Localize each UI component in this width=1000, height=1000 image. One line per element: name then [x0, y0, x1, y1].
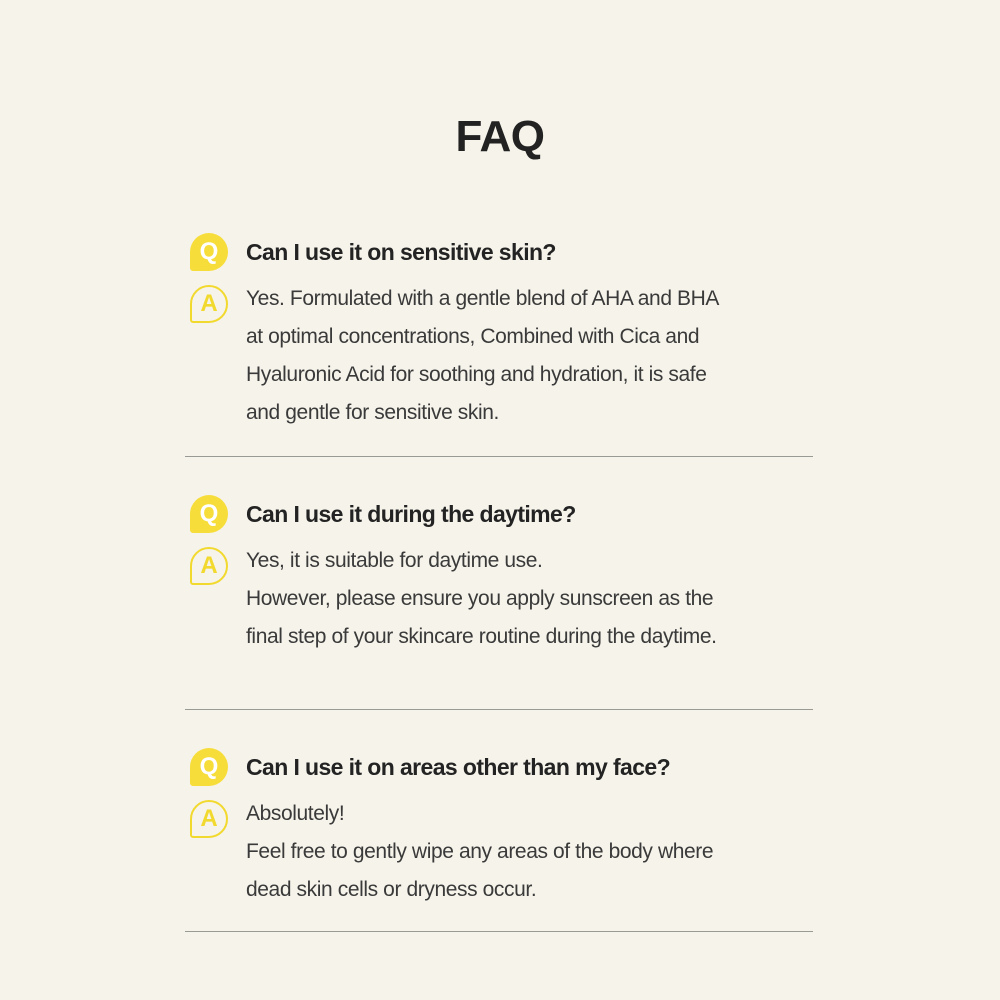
faq-list: [185, 228, 813, 932]
question-row: [185, 743, 813, 791]
answer-line: at optimal concentrations, Combined with Cica and: [246, 325, 700, 348]
answer-line: Yes. Formulated with a gentle blend of AHA and BHA: [246, 287, 720, 310]
faq-item: [185, 490, 813, 710]
answer-line: Hyaluronic Acid for soothing and hydration, it is safe: [246, 363, 707, 386]
answer-line: Feel free to gently wipe any areas of the body where: [246, 840, 714, 863]
answer-line: Absolutely!: [246, 802, 345, 825]
answer-badge-icon: A: [190, 547, 228, 585]
faq-question: Can I use it during the daytime?: [246, 501, 576, 527]
faq-item: [185, 228, 813, 457]
answer-row: [185, 542, 813, 656]
question-badge-icon: Q: [190, 233, 228, 271]
answer-line: Yes, it is suitable for daytime use.: [246, 549, 543, 572]
faq-answer: [246, 795, 813, 909]
answer-badge-icon: A: [190, 285, 228, 323]
answer-line: However, please ensure you apply sunscreen as the: [246, 587, 714, 610]
faq-question: Can I use it on sensitive skin?: [246, 239, 556, 265]
answer-row: [185, 280, 813, 432]
question-row: [185, 490, 813, 538]
faq-question: Can I use it on areas other than my face?: [246, 754, 671, 780]
answer-row: [185, 795, 813, 909]
answer-line: dead skin cells or dryness occur.: [246, 878, 537, 901]
faq-item: [185, 743, 813, 932]
faq-answer: [246, 542, 813, 656]
question-badge-icon: Q: [190, 748, 228, 786]
answer-line: final step of your skincare routine during the daytime.: [246, 625, 717, 648]
faq-answer: [246, 280, 813, 432]
question-badge-icon: Q: [190, 495, 228, 533]
answer-badge-icon: A: [190, 800, 228, 838]
question-row: [185, 228, 813, 276]
page-title: FAQ: [455, 112, 545, 161]
answer-line: and gentle for sensitive skin.: [246, 401, 499, 424]
